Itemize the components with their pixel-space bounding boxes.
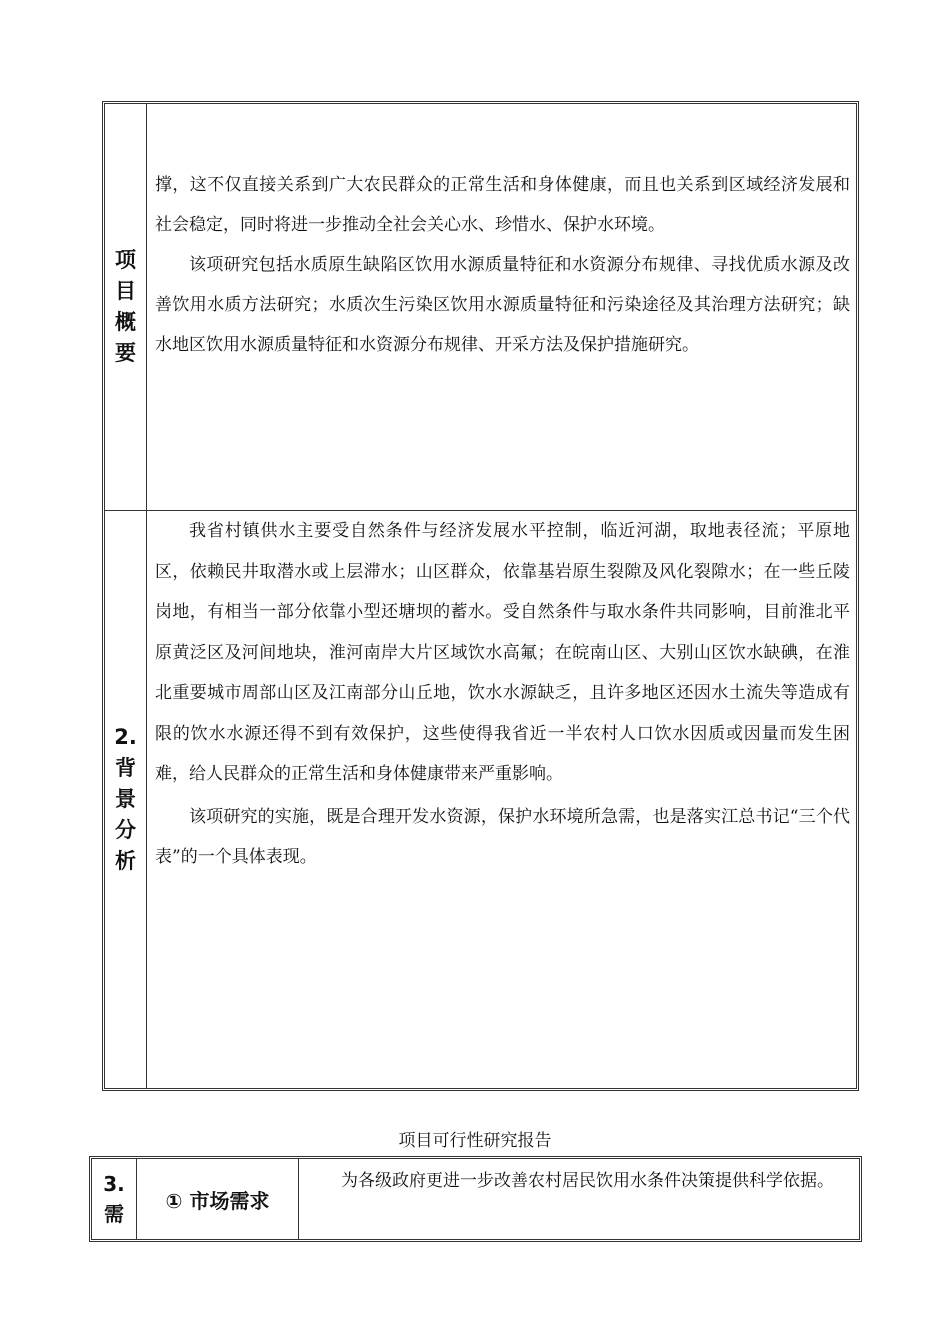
section-overview-label: 项目概要 (115, 248, 136, 365)
section-background-content (147, 511, 856, 1088)
background-paragraph-2: 该项研究的实施，既是合理开发水资源，保护水环境所急需，也是落实江总书记“三个代表”的一个具体表现。 (155, 806, 850, 867)
overview-paragraph-1: 撑，这不仅直接关系到广大农民群众的正常生活和身体健康，而且也关系到区域经济发展和社会稳定，同时将进一步推动全社会关心水、珍惜水、保护水环境。 (155, 175, 850, 235)
background-paragraph-1: 我省村镇供水主要受自然条件与经济发展水平控制，临近河湖，取地表径流；平原地区，依赖民井取潜水或上层滞水；山区群众，依靠基岩原生裂隙及风化裂隙水；在一些丘陵岗地，有相当一部分依靠小型还塘坝的蓄水。受自然条件与取水条件共同影响，目前淮北平原黄泛区及河间地块，淮河南岸大片区域饮水高氟；在皖南山区、大别山区饮水缺碘，在淮 北重要城市周部山区及江南部分山丘地，饮水水源缺乏，且许多地区还因水土流失等造成有限的饮水水源还得不到有效保护，这些使得我省近一半农村人口饮水因质或因量而发生困难，给人民群众的正常生活和身体健康带来严重影响。 (155, 521, 850, 784)
overview-table (102, 101, 859, 1091)
market-demand-text: 为各级政府更进一步改善农村居民饮用水条件决策提供科学依据。 (341, 1171, 834, 1191)
demand-table (89, 1156, 862, 1242)
section-label-cell (92, 1159, 137, 1239)
section-background-row (105, 511, 856, 1088)
market-demand-label: ① 市场需求 (137, 1159, 299, 1239)
section-label-cell (105, 511, 147, 1088)
page-header-caption: 项目可行性研究报告 (398, 1131, 552, 1151)
section-label-cell (105, 104, 147, 510)
section-overview-row (105, 104, 856, 511)
section-overview-content (147, 104, 856, 510)
section-demand-label: 3.需 (103, 1172, 125, 1226)
overview-paragraph-2: 该项研究包括水质原生缺陷区饮用水源质量特征和水资源分布规律、寻找优质水源及改善饮用水质方法研究；水质次生污染区饮用水源质量特征和污染途径及其治理方法研究；缺水地区饮用水源质量特征和水资源分布规律、开采方法及保护措施研究。 (155, 255, 850, 355)
market-demand-content (299, 1159, 859, 1239)
section-background-label: 2.背景分析 (114, 725, 137, 873)
